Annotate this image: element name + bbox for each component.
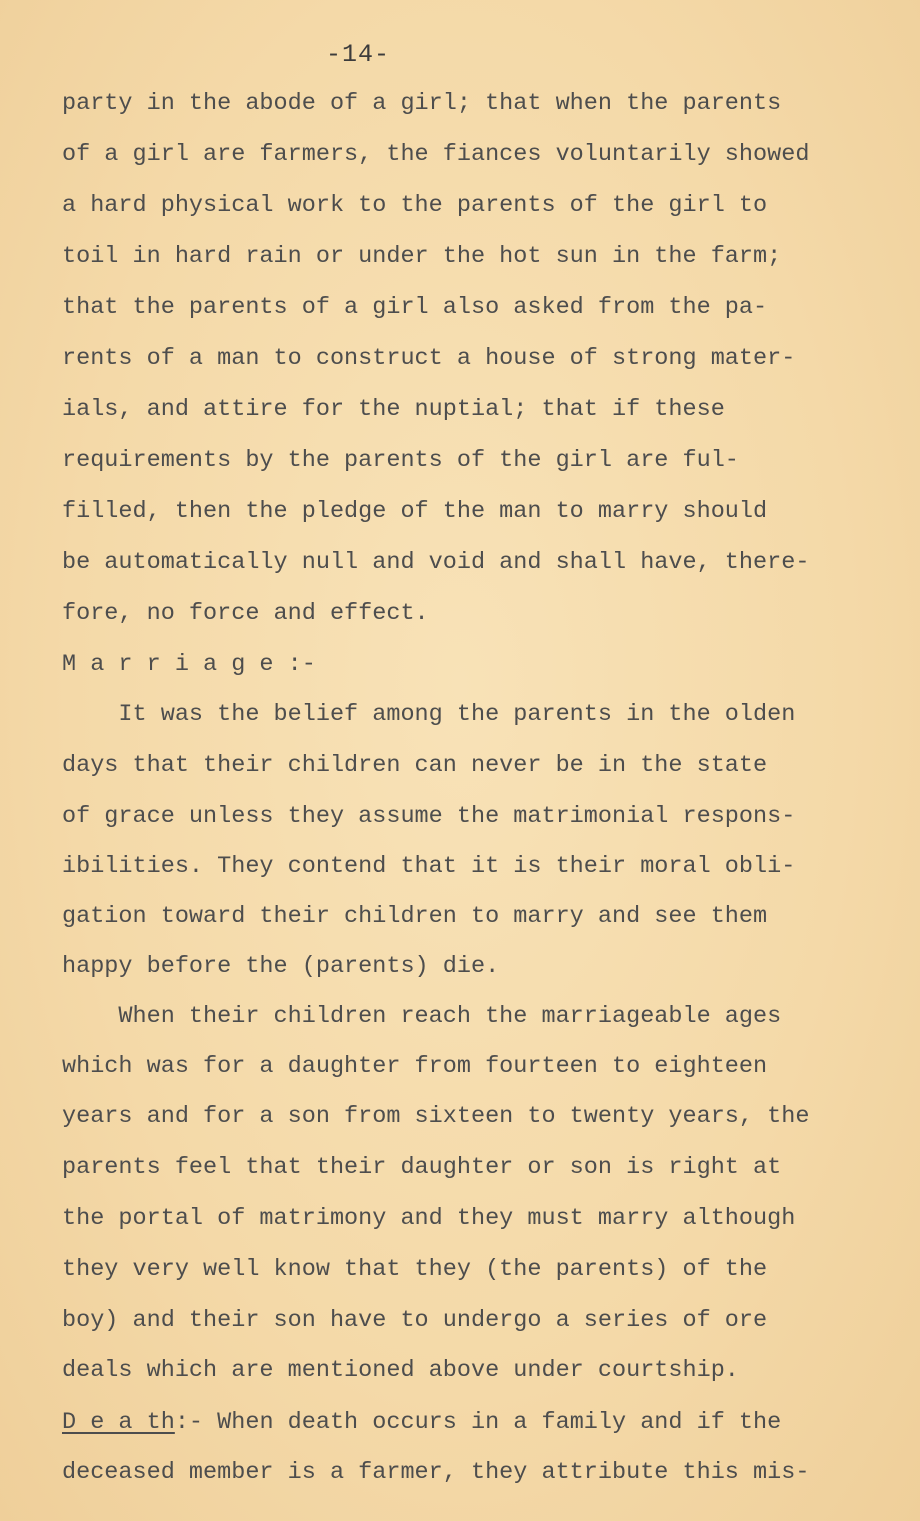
section-heading-death: D e a th	[62, 1409, 175, 1436]
death-line-text: :- When death occurs in a family and if the	[174, 1409, 782, 1436]
page-number: -14-	[326, 40, 391, 69]
text-line: of grace unless they assume the matrimonial respons-	[62, 803, 796, 830]
text-line: which was for a daughter from fourteen to eighteen	[62, 1053, 768, 1080]
text-line: rents of a man to construct a house of strong mater-	[62, 345, 796, 372]
text-line: parents feel that their daughter or son is right at	[62, 1154, 782, 1181]
text-line: requirements by the parents of the girl are ful-	[62, 447, 739, 474]
text-line: party in the abode of a girl; that when the parents	[62, 90, 782, 117]
text-line: deals which are mentioned above under courtship.	[62, 1357, 739, 1384]
text-line: toil in hard rain or under the hot sun in the farm;	[62, 243, 782, 270]
text-line: happy before the (parents) die.	[62, 953, 500, 980]
text-line: deceased member is a farmer, they attribute this mis-	[62, 1459, 810, 1486]
text-line: fore, no force and effect.	[62, 600, 429, 627]
text-line: the portal of matrimony and they must marry although	[62, 1205, 796, 1232]
death-line	[62, 1408, 781, 1438]
text-line: they very well know that they (the parents) of the	[62, 1256, 768, 1283]
text-line: boy) and their son have to undergo a series of ore	[62, 1307, 768, 1334]
text-line: ials, and attire for the nuptial; that if these	[62, 396, 725, 423]
text-line: ibilities. They contend that it is their moral obli-	[62, 853, 796, 880]
text-line: of a girl are farmers, the fiances voluntarily showed	[62, 141, 810, 168]
text-line: a hard physical work to the parents of the girl to	[62, 192, 768, 219]
text-line: years and for a son from sixteen to twenty years, the	[62, 1103, 810, 1130]
text-line: that the parents of a girl also asked from the pa-	[62, 294, 768, 321]
section-heading-marriage: M a r r i a g e :-	[62, 651, 316, 678]
text-line: It was the belief among the parents in the olden	[62, 701, 796, 728]
text-line: When their children reach the marriageable ages	[62, 1003, 782, 1030]
text-line: be automatically null and void and shall have, there-	[62, 549, 810, 576]
text-line: gation toward their children to marry and see them	[62, 903, 768, 930]
text-line: days that their children can never be in the state	[62, 752, 768, 779]
text-line: filled, then the pledge of the man to marry should	[62, 498, 768, 525]
